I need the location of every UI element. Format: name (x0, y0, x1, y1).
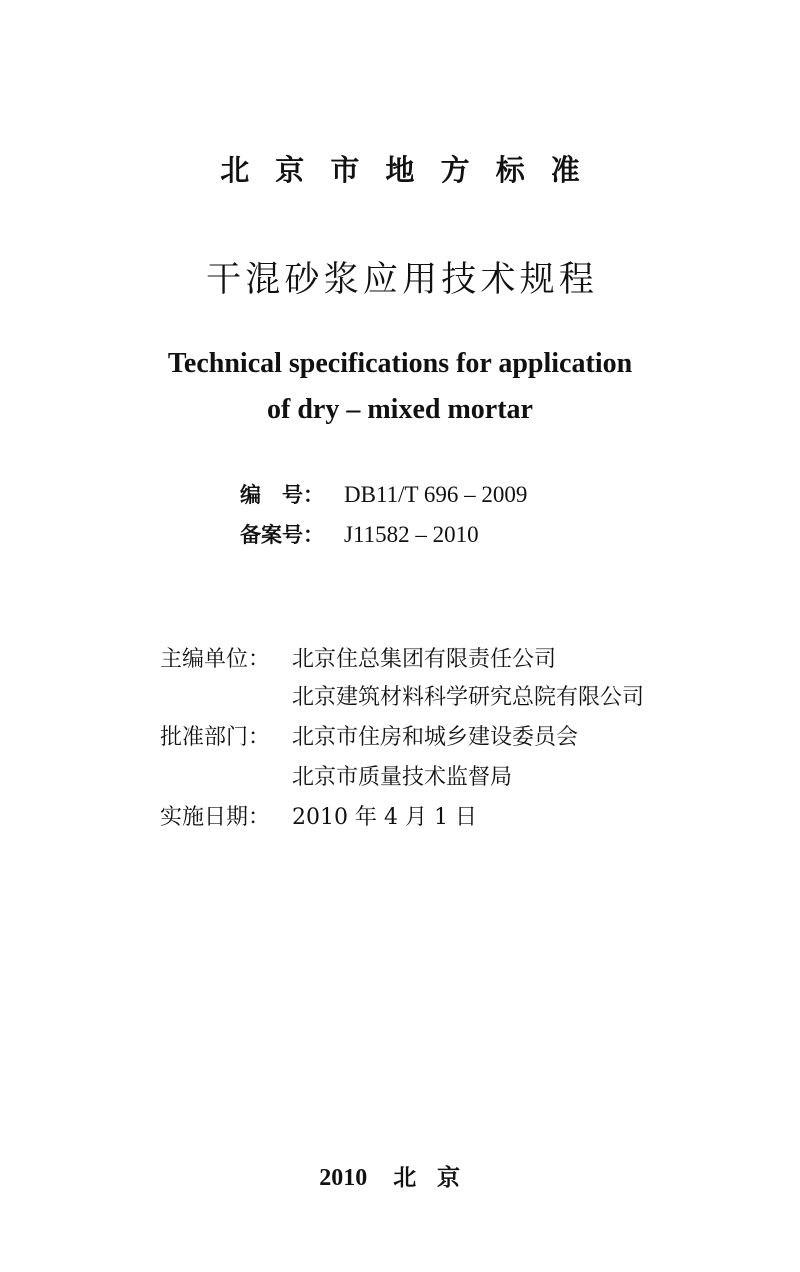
standard-number-value: DB11/T 696 – 2009 (344, 482, 528, 507)
effective-date-value: 2010 年 4 月 1 日 (292, 805, 477, 830)
approver-row-2 (292, 758, 512, 798)
standard-number-row (240, 478, 527, 513)
approver-org-1: 北京市住房和城乡建设委员会 (292, 725, 579, 750)
document-title-english-line1: Technical specifications for application (167, 348, 633, 379)
publication-year: 2010 (319, 1165, 368, 1191)
standard-series-heading: 北京市地方标准 (220, 153, 606, 187)
effective-date-label: 实施日期： (160, 805, 271, 830)
approver-org-2: 北京市质量技术监督局 (292, 765, 513, 790)
chief-editor-row-2 (292, 678, 644, 718)
chief-editor-org-2: 北京建筑材料科学研究总院有限公司 (292, 685, 645, 710)
record-number-row (240, 518, 479, 553)
chief-editor-row (160, 640, 556, 680)
effective-date-row (160, 798, 477, 838)
document-title-chinese: 干混砂浆应用技术规程 (206, 260, 599, 300)
chief-editor-label: 主编单位： (160, 647, 271, 672)
chief-editor-org-1: 北京住总集团有限责任公司 (292, 647, 557, 672)
record-number-value: J11582 – 2010 (344, 522, 479, 547)
publication-city: 北京 (393, 1165, 481, 1191)
standard-number-label: 编 号： (240, 483, 324, 507)
record-number-label: 备案号： (240, 523, 324, 547)
document-title-english-line2: of dry – mixed mortar (267, 394, 533, 425)
approver-row (160, 718, 578, 758)
publication-footer (0, 1160, 800, 1196)
approver-label: 批准部门： (160, 725, 271, 750)
